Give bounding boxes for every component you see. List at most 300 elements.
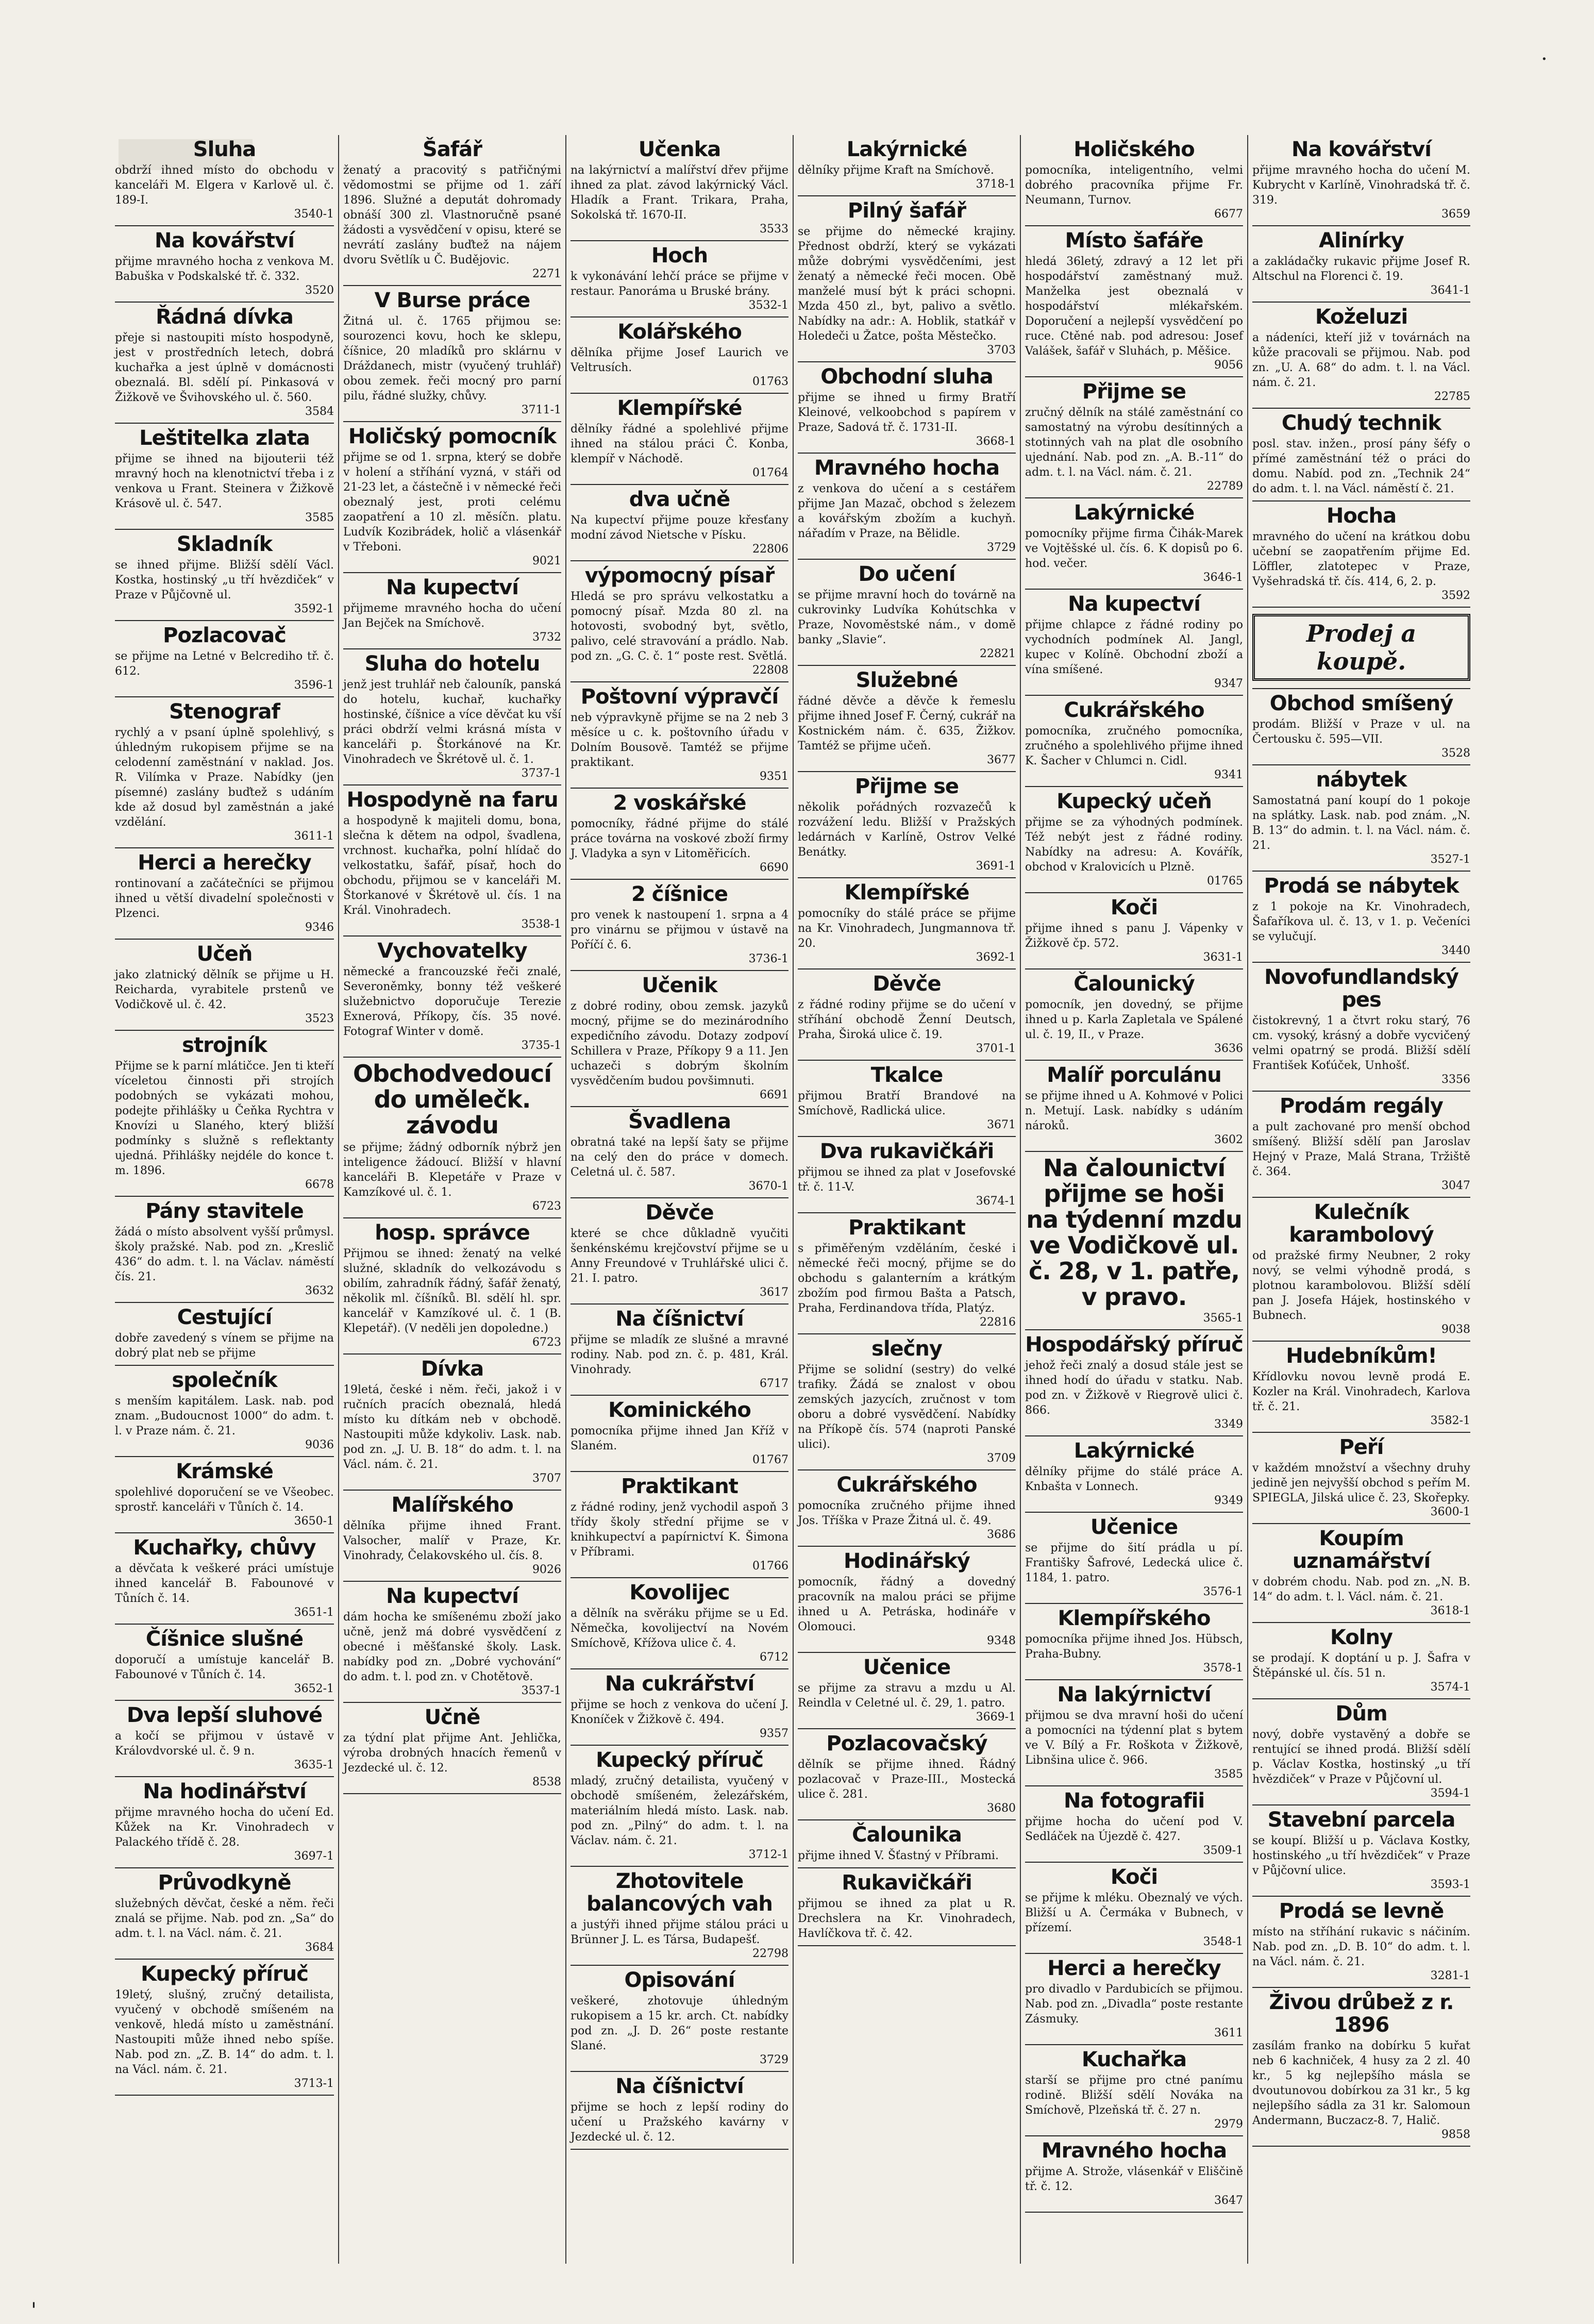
ad-heading: Koči bbox=[1110, 896, 1158, 919]
classified-ad bbox=[571, 135, 788, 241]
ad-number: 3671 bbox=[987, 1118, 1016, 1131]
classified-ad bbox=[1252, 1342, 1470, 1433]
ad-body: jako zlatnický dělník se přijme u H. Reicharda, vyrabitele prstenů ve Vodičkově ul. č. 42. bbox=[115, 968, 334, 1011]
ad-heading: Přijme se bbox=[854, 775, 959, 798]
ad-heading: Koči bbox=[1110, 1865, 1158, 1889]
ad-heading: Dům bbox=[1335, 1702, 1387, 1726]
classified-ad bbox=[1025, 1954, 1243, 2045]
ad-body: přijme se za výhodných podmínek. Též nebýt jest z řádné rodiny. Nabídky na adresu: A. Kovářík, obchod v Kralovicích u Plzně. bbox=[1025, 816, 1243, 874]
classified-ad bbox=[115, 1960, 334, 2096]
classified-ad bbox=[343, 785, 561, 937]
classified-ad bbox=[1252, 409, 1470, 501]
ad-number: 3674-1 bbox=[976, 1195, 1016, 1208]
classified-ad bbox=[115, 940, 334, 1031]
ad-heading: Do učení bbox=[858, 562, 955, 586]
ad-number: 3576-1 bbox=[1203, 1585, 1243, 1598]
ad-heading: Krámské bbox=[176, 1460, 273, 1483]
classified-ad bbox=[798, 1334, 1016, 1470]
ad-number: 9021 bbox=[532, 555, 561, 567]
ad-number: 9056 bbox=[1214, 359, 1243, 372]
ad-number: 3669-1 bbox=[976, 1711, 1016, 1724]
classified-ad bbox=[571, 789, 788, 880]
ad-number: 01763 bbox=[752, 375, 788, 388]
classified-ad bbox=[1025, 893, 1243, 969]
classified-ad bbox=[343, 1218, 561, 1355]
ad-heading: Obchodvedoucí do umělečk. závodu bbox=[353, 1060, 552, 1139]
ad-number: 3697-1 bbox=[294, 1850, 334, 1863]
classified-ad bbox=[571, 682, 788, 789]
ad-heading: Hospodářský příruč bbox=[1025, 1333, 1243, 1357]
ad-body: spolehlivé doporučení se ve Všeobec. sprostř. kanceláři v Tůních č. 14. bbox=[115, 1486, 334, 1514]
ad-heading: Na čalounictví přijme se hoši na týdenní mzdu ve Vodičkově ul. č. 28, v 1. patře, v pravo. bbox=[1026, 1154, 1242, 1311]
classified-ad bbox=[571, 485, 788, 561]
ad-body: přijmou se dva mravní hoši do učení a pomocníci na týdenní plat s bytem ve V. Bílý a Fr. Roškota v Žižkově, Libnšina ulice č. 966. bbox=[1025, 1709, 1243, 1767]
ad-body: pro divadlo v Pardubicích se přijmou. Nab. pod zn. „Divadla“ poste restante Zásmuky. bbox=[1025, 1983, 1243, 2026]
classified-ad bbox=[798, 560, 1016, 666]
classified-ad bbox=[571, 1107, 788, 1198]
ad-body: zasílám franko na dobírku 5 kuřat neb 6 kachniček, 4 husy za 2 zl. 40 kr., 5 kg nejlepšího másla se dvoutunovou dobírkou za 31 kr., 5 kg nejlepšího sádla za 31 kr. Salomoun Andermann, Buczacz-8. 7, Halič. bbox=[1252, 2039, 1470, 2127]
ad-number: 3548-1 bbox=[1203, 1935, 1243, 1948]
ad-number: 2979 bbox=[1214, 2118, 1243, 2131]
ad-heading: Kuchařka bbox=[1081, 2048, 1187, 2071]
ad-number: 3585 bbox=[1214, 1768, 1243, 1781]
classified-ad bbox=[115, 1366, 334, 1457]
ad-number: 3718-1 bbox=[976, 178, 1016, 191]
ad-body: pomocník, jen dovedný, se přijme ihned u p. Karla Zapletala ve Spálené ul. č. 19, II., v Praze. bbox=[1025, 998, 1243, 1041]
ad-body: pomocník, řádný a dovedný pracovník na malou práci se přijme ihned u A. Petráska, hodináře v Olomouci. bbox=[798, 1576, 1016, 1633]
classified-ad bbox=[343, 1491, 561, 1582]
ad-number: 2271 bbox=[532, 267, 561, 280]
ad-heading: Hoch bbox=[651, 244, 708, 267]
ad-number: 3677 bbox=[987, 754, 1016, 766]
ad-number: 3596-1 bbox=[294, 679, 334, 692]
ad-body: se prodají. K doptání u p. J. Šafra v Štěpánské ul. čís. 51 n. bbox=[1252, 1652, 1470, 1680]
ad-number: 3729 bbox=[987, 541, 1016, 554]
ad-heading: Herci a herečky bbox=[138, 851, 311, 875]
ad-heading: Na kupectví bbox=[1068, 592, 1200, 616]
classified-ad bbox=[343, 937, 561, 1058]
classified-ad bbox=[1252, 1198, 1470, 1342]
ad-body: obratná také na lepší šaty se přijme na celý den do práce v domech. Celetná ul. č. 587. bbox=[571, 1136, 788, 1179]
ad-body: pomocníky přijme firma Čihák-Marek ve Vojtěšské ul. čís. 6. K dopisů po 6. hod. večer. bbox=[1025, 527, 1243, 570]
classified-ad bbox=[571, 241, 788, 317]
classified-ad bbox=[343, 422, 561, 573]
ad-heading: Přijme se bbox=[1082, 380, 1186, 404]
ad-heading: Místo šafáře bbox=[1065, 229, 1203, 253]
ad-heading: Praktikant bbox=[848, 1216, 965, 1240]
ad-heading: Klempířského bbox=[1058, 1607, 1211, 1630]
classified-ad bbox=[1252, 872, 1470, 963]
ad-number: 3565-1 bbox=[1203, 1312, 1243, 1325]
ad-heading: Lakýrnické bbox=[1073, 1439, 1195, 1463]
ad-number: 3593-1 bbox=[1430, 1878, 1470, 1891]
ad-number: 9347 bbox=[1214, 677, 1243, 690]
classified-ad bbox=[343, 1703, 561, 1794]
ad-number: 3652-1 bbox=[294, 1682, 334, 1695]
ad-number: 3641-1 bbox=[1430, 284, 1470, 297]
ad-body: řádné děvče a děvče k řemeslu přijme ihned Josef F. Černý, cukrář na Kostnickém nám. č. 635, Žižkov. Tamtéž se přijme učeň. bbox=[798, 695, 1016, 753]
ad-heading: Koželuzi bbox=[1315, 305, 1408, 329]
classified-ad bbox=[798, 969, 1016, 1061]
ad-body: a děvčata k veškeré práci umístuje ihned kancelář B. Fabounové v Tůních č. 14. bbox=[115, 1562, 334, 1605]
ad-body: rychlý a v psaní úplně spolehlivý, s úhledným rukopisem přijme se na celodenní zaměstnání v naklad. Jos. R. Vilímka v Praze. Nabídky (jen písemné) zaslány buďtež s udáním kde až dosud byl zaměstnán a jaké vzdělání. bbox=[115, 726, 334, 829]
ad-heading: výpomocný písař bbox=[584, 564, 775, 588]
ad-body: se přijme na Letné v Belcrediho tř. č. 612. bbox=[115, 650, 334, 678]
ad-number: 22808 bbox=[752, 664, 788, 677]
ad-number: 3691-1 bbox=[976, 860, 1016, 873]
classified-columns bbox=[111, 135, 1476, 2264]
ad-body: se přijme do německé krajiny. Přednost obdrží, který se vykázati může dobrými vysvědčeními, jest ženatý a německé řeči mocen. Obě manželé musí být k práci schopni. Mzda 450 zl., byt, palivo a světlo. Nabídky na adr.: A. Hoblik, statkář v Holedeči u Žatce, pošta Městečko. bbox=[798, 225, 1016, 343]
ad-body: z řádné rodiny, jenž vychodil aspoň 3 třídy školy střední přijme se v knihkupectví a papírnictví K. Šimona v Příbrami. bbox=[571, 1501, 788, 1559]
classified-ad bbox=[1252, 1433, 1470, 1524]
ad-heading: Poštovní výpravčí bbox=[580, 685, 779, 709]
ad-heading: Koupím uznamářství bbox=[1292, 1527, 1431, 1573]
classified-ad bbox=[571, 561, 788, 682]
classified-ad bbox=[115, 848, 334, 940]
ad-heading: Učenik bbox=[642, 974, 717, 997]
ad-number: 9026 bbox=[532, 1563, 561, 1576]
margin-mark: ' bbox=[31, 2299, 37, 2322]
ad-heading: Kupecký učeň bbox=[1056, 790, 1212, 813]
ad-heading: 2 voskářské bbox=[613, 791, 746, 815]
classified-ad bbox=[1025, 696, 1243, 787]
ad-heading: Čalounika bbox=[852, 1823, 962, 1847]
ad-number: 3701-1 bbox=[976, 1042, 1016, 1055]
ad-heading: Obchodní sluha bbox=[820, 365, 993, 389]
ad-body: a zakládačky rukavic přijme Josef R. Altschul na Florenci č. 19. bbox=[1252, 255, 1470, 283]
ad-heading: Kulečník karambolový bbox=[1289, 1200, 1434, 1247]
ad-number: 3711-1 bbox=[521, 404, 561, 416]
ad-body: žádá o místo absolvent vyšší průmysl. školy pražské. Nab. pod zn. „Kreslič 436“ do adm. t. l. na Václav. náměstí čís. 21. bbox=[115, 1226, 334, 1283]
ad-body: pomocníka zručného přijme ihned Jos. Tříška v Praze Žitná ul. č. 49. bbox=[798, 1499, 1016, 1527]
ad-number: 9346 bbox=[305, 921, 334, 934]
ad-heading: Dva lepší sluhové bbox=[126, 1703, 323, 1727]
ad-body: přijme A. Strože, vlásenkář v Eliščině tř. č. 12. bbox=[1025, 2165, 1243, 2193]
classified-ad bbox=[1025, 2045, 1243, 2136]
ad-body: se přijme k mléku. Obeznalý ve vých. Bližší u A. Čermáka v Bubnech, v přízemí. bbox=[1025, 1892, 1243, 1934]
ad-heading: Pány stavitele bbox=[145, 1199, 304, 1223]
ad-number: 3636 bbox=[1214, 1042, 1243, 1055]
ad-body: dělníky přijme Kraft na Smíchově. bbox=[798, 164, 994, 177]
ad-body: dělník se přijme ihned. Řádný pozlacovač v Praze-III., Mostecká ulice č. 281. bbox=[798, 1758, 1016, 1801]
classified-ad bbox=[1252, 135, 1470, 226]
classified-ad bbox=[115, 303, 334, 424]
ad-heading: Dva rukavičkáři bbox=[819, 1140, 994, 1163]
classified-ad bbox=[115, 1303, 334, 1366]
ad-number: 6723 bbox=[532, 1336, 561, 1349]
classified-ad bbox=[571, 880, 788, 971]
classified-ad bbox=[115, 1868, 334, 1960]
classified-ad bbox=[798, 1213, 1016, 1334]
ad-number: 6690 bbox=[760, 861, 788, 874]
ad-number: 3635-1 bbox=[294, 1759, 334, 1771]
ad-body: 19letá, české i něm. řeči, jakož i v ručních pracích obeznalá, hledá místo ku dítkám neb v obchodě. Nastoupiti může kdykoliv. Lask. nab. pod zn. „J. U. B. 18“ do adm. t. l. na Václ. nám. č. 21. bbox=[343, 1383, 561, 1471]
ad-number: 3670-1 bbox=[748, 1180, 788, 1193]
classified-ad bbox=[115, 226, 334, 303]
ad-number: 3686 bbox=[987, 1528, 1016, 1541]
classified-ad bbox=[115, 1701, 334, 1777]
ad-heading: Prodá se levně bbox=[1279, 1899, 1444, 1923]
ad-number: 3520 bbox=[305, 284, 334, 297]
ad-number: 3440 bbox=[1441, 944, 1470, 957]
ad-number: 3712-1 bbox=[748, 1848, 788, 1861]
classified-ad bbox=[571, 394, 788, 485]
classified-ad bbox=[1252, 608, 1470, 689]
ad-body: přijmou se ihned za plat u R. Drechslera na Kr. Vinohradech, Havlíčkova tř. č. 42. bbox=[798, 1897, 1016, 1940]
classified-ad bbox=[343, 573, 561, 649]
ad-body: s přiměřeným vzděláním, české i německé řeči mocný, přijme se do obchodu s galanterním a krátkým zbožím pod firmou Bašta a Patsch, Praha, Ferdinandova třída, Platýz. bbox=[798, 1242, 1016, 1315]
classified-ad bbox=[798, 878, 1016, 969]
ad-heading: Sluha bbox=[193, 138, 256, 161]
ad-heading: Lakýrnické bbox=[1073, 501, 1195, 525]
ad-number: 3532-1 bbox=[748, 299, 788, 312]
classified-ad bbox=[571, 1578, 788, 1669]
ad-body: a kočí se přijmou v ústavě v Královdvorské ul. č. 9 n. bbox=[115, 1730, 334, 1758]
ad-number: 3668-1 bbox=[976, 435, 1016, 448]
classified-ad bbox=[1025, 226, 1243, 377]
ad-number: 3594-1 bbox=[1430, 1787, 1470, 1800]
ad-body: 19letý, slušný, zručný detailista, vyučený v obchodě smíšeném na venkově, hledá místo u zaměstnání. Nastoupiti může ihned nebo spíše. Nab. pod zn. „Z. B. 14“ do adm. t. l. na Václ. nám. č. 21. bbox=[115, 1988, 334, 2076]
ad-number: 8538 bbox=[532, 1776, 561, 1788]
ad-body: se přijme; žádný odborník nýbrž jen inteligence žádoucí. Bližší v hlavní kanceláři B. Klepetáře v Praze v Kamzíkové ul. č. 1. bbox=[343, 1141, 561, 1199]
classified-ad bbox=[798, 1061, 1016, 1137]
ad-number: 3527-1 bbox=[1430, 853, 1470, 866]
classified-ad bbox=[571, 1472, 788, 1578]
ad-body: a pult zachované pro menší obchod smíšený. Bližší sdělí pan Jaroslav Hejný v Praze, Malá Strana, Tržiště č. 364. bbox=[1252, 1121, 1470, 1178]
ad-body: dělníka přijme Josef Laurich ve Veltrusích. bbox=[571, 346, 788, 374]
ad-heading: Stenograf bbox=[169, 700, 280, 724]
ad-body: které se chce důkladně vyučiti šenkénskému krejčovství přijme se u Anny Freundové v Truhlářské ulici č. 21. I. patro. bbox=[571, 1227, 788, 1285]
ad-body: dělníka přijme ihned Frant. Valsocher, malíř v Praze, Kr. Vinohrady, Čelakovského ul. čís. 8. bbox=[343, 1519, 561, 1562]
ad-number: 3732 bbox=[532, 631, 561, 644]
classified-ad bbox=[798, 1820, 1016, 1868]
ad-number: 3684 bbox=[305, 1941, 334, 1954]
classified-ad bbox=[798, 362, 1016, 454]
ad-number: 6691 bbox=[760, 1089, 788, 1101]
ad-heading: Vychovatelky bbox=[377, 939, 527, 963]
ad-body: Samostatná paní koupí do 1 pokoje na splátky. Lask. nab. pod znám. „N. B. 13“ do admin. t. l. na Václ. nám. č. 21. bbox=[1252, 794, 1470, 852]
classified-ad bbox=[115, 1457, 334, 1533]
ad-heading: Tkalce bbox=[870, 1063, 943, 1087]
classified-ad bbox=[115, 1031, 334, 1197]
ad-body: přijme mravného hocha do učení Ed. Kůžek na Kr. Vinohradech v Palackého třídě č. 28. bbox=[115, 1806, 334, 1849]
ad-body: z venkova do učení a s cestářem přijme Jan Mazač, obchod s železem a kovářským zbožím a kuchyň. nářadím v Praze, na Bělidle. bbox=[798, 482, 1016, 540]
column-1 bbox=[111, 135, 338, 2264]
ad-body: od pražské firmy Neubner, 2 roky nový, se velmi výhodně prodá, s plotnou karambolovou. Bližší sdělí pan J. Josefa Hájek, hostinského v Bubnech. bbox=[1252, 1249, 1470, 1322]
classified-ad bbox=[1252, 963, 1470, 1092]
ad-body: hledá 36letý, zdravý a 12 let při hospodářství zaměstnaný muž. Manželka jest obeznalá v hospodářství mlékařském. Doporučení a nejlepší vysvědčení po ruce. Ctěné nab. pod adresou: Josef Valášek, šafář v Sluhách, p. Měšice. bbox=[1025, 255, 1243, 358]
ad-heading: Holičský pomocník bbox=[348, 425, 557, 448]
ad-heading: Průvodkyně bbox=[158, 1871, 291, 1895]
classified-ad bbox=[115, 1777, 334, 1868]
classified-ad bbox=[1025, 1330, 1243, 1436]
ad-heading: Kovolijec bbox=[629, 1581, 730, 1604]
ad-number: 3651-1 bbox=[294, 1606, 334, 1619]
ad-heading: Kolářského bbox=[617, 320, 742, 344]
ad-heading: Herci a herečky bbox=[1047, 1957, 1221, 1980]
ad-number: 3281-1 bbox=[1430, 1969, 1470, 1982]
ad-heading: Kupecký příruč bbox=[596, 1748, 763, 1772]
classified-ad bbox=[115, 1533, 334, 1625]
ad-body: doporučí a umístuje kancelář B. Fabounové v Tůních č. 14. bbox=[115, 1653, 334, 1681]
ad-number: 3680 bbox=[987, 1802, 1016, 1815]
classified-ad bbox=[115, 424, 334, 530]
ad-heading: Na číšnictví bbox=[615, 1307, 744, 1331]
classified-ad bbox=[798, 1470, 1016, 1547]
ad-body: a hospodyně k majiteli domu, bona, slečna k dětem na odpol, švadlena, vrchnost. kuchařka, polní hlídač do velkostatku, šafář, písař, hoch do obchodu, přijmou se v kanceláři M. Štorkanové v Škrétově ul. čís. 1 na Král. Vinohradech. bbox=[343, 814, 561, 917]
classified-ad bbox=[1025, 1680, 1243, 1786]
ad-number: 3737-1 bbox=[521, 767, 561, 780]
classified-ad bbox=[1252, 689, 1470, 765]
ad-body: a justýři ihned přijme stálou práci u Brünner J. L. es Társa, Budapešť. bbox=[571, 1918, 788, 1946]
classified-ad bbox=[571, 1746, 788, 1867]
ad-body: mravného do učení na krátkou dobu učební se zaopatřením přijme Ed. Löffler, zlatotepec v Praze, Vyšehradská tř. čís. 414, 6, 2. p. bbox=[1252, 530, 1470, 588]
classified-ad bbox=[1025, 787, 1243, 893]
ad-heading: V Burse práce bbox=[374, 289, 530, 312]
classified-ad bbox=[115, 621, 334, 697]
ad-heading: Praktikant bbox=[621, 1475, 738, 1498]
ad-body: služebných děvčat, české a něm. řeči znalá se přijme. Nab. pod zn. „Sa“ do adm. t. l. na Václ. nám. č. 21. bbox=[115, 1897, 334, 1940]
ad-number: 22789 bbox=[1207, 480, 1243, 493]
ad-number: 3659 bbox=[1441, 208, 1470, 221]
ad-number: 6678 bbox=[305, 1178, 334, 1191]
ad-body: přeje si nastoupiti místo hospodyně, jest v prostředních letech, dobrá kuchařka a jest úplně v domácnosti obeznalá. Bl. sdělí pí. Pinkasová v Žižkově ve Švihovského ul. č. 560. bbox=[115, 331, 334, 404]
ad-number: 01764 bbox=[752, 466, 788, 479]
ad-body: přijme se mladík ze slušné a mravné rodiny. Nab. pod zn. č. p. 481, Král. Vinohrady. bbox=[571, 1333, 788, 1376]
column-4 bbox=[793, 135, 1020, 2264]
ad-body: místo na stříhání rukavic s náčiním. Nab. pod zn. „D. B. 10“ do adm. t. l. na Václ. nám. č. 21. bbox=[1252, 1926, 1470, 1968]
ad-number: 3650-1 bbox=[294, 1515, 334, 1528]
ad-body: Žitná ul. č. 1765 přijmou se: sourozenci kovu, hoch ke sklepu, číšnice, 20 mladíků pro sklárnu v Dráždanech, mistr (vyučený truhlář) obou zemek. řeči mocný pro parní pilu, řádné služky, chůvy. bbox=[343, 315, 561, 403]
ad-heading: Stavební parcela bbox=[1267, 1808, 1455, 1832]
ad-heading: Šafář bbox=[423, 138, 482, 161]
section-heading-box bbox=[1252, 614, 1470, 681]
ad-body: jenž jest truhlář neb čalouník, panská do hotelu, kuchař, kuchařky hostinské, číšnice a více děvčat ku vší práci obdrží velmi krásná místa v kanceláři p. Štorkánové na Kr. Vinohradech ve Škrétově ul. č. 1. bbox=[343, 678, 561, 766]
classified-ad bbox=[798, 135, 1016, 196]
ad-number: 3703 bbox=[987, 344, 1016, 357]
ad-heading: Služebné bbox=[855, 668, 958, 692]
classified-ad bbox=[115, 1625, 334, 1701]
ad-number: 9038 bbox=[1441, 1323, 1470, 1336]
ad-heading: Opisování bbox=[624, 1968, 735, 1992]
ad-number: 6712 bbox=[760, 1651, 788, 1664]
ad-body: veškeré, zhotovuje úhledným rukopisem a 15 kr. arch. Ct. nabídky pod zn. „J. D. 26“ poste restante Slané. bbox=[571, 1995, 788, 2052]
ad-body: přijme se od 1. srpna, který se dobře v holení a stříhání vyzná, v stáři od 21-23 let, a částečně i v německé řeči obeznalý jest, proti celému zaopatření a 10 zl. měsíčn. platu. Ludvík Kozibrádek, holič a vlásenkář v Třeboni. bbox=[343, 451, 561, 554]
ad-heading: Na fotografii bbox=[1063, 1789, 1205, 1813]
classified-ad bbox=[798, 1868, 1016, 1946]
ad-number: 3602 bbox=[1214, 1133, 1243, 1146]
column-5 bbox=[1020, 135, 1247, 2264]
ad-heading: Dívka bbox=[421, 1357, 484, 1381]
ad-heading: Kominického bbox=[608, 1398, 751, 1422]
ad-body: zručný dělník na stálé zaměstnání co samostatný na výrobu desítinných a stotinných vah na plat dle osobního ujednání. Nab. pod zn. „A. B.-11“ do adm. t. l. na Václ. nám. č. 21. bbox=[1025, 406, 1243, 479]
ad-heading: Čalounický bbox=[1073, 972, 1195, 996]
ad-number: 3647 bbox=[1214, 2194, 1243, 2207]
ad-number: 22785 bbox=[1434, 390, 1470, 403]
classified-ad bbox=[571, 1396, 788, 1472]
ad-number: 3600-1 bbox=[1430, 1506, 1470, 1518]
ad-body: z dobré rodiny, obou zemsk. jazyků mocný, přijme se do mezinárodního expedičního závodu. Dotazy zodpoví Schillera v Praze, Příkopy 9 a 11. Jen uchazeči s dobrým školním vysvědčením budou povšimnuti. bbox=[571, 1000, 788, 1088]
ad-number: 22816 bbox=[980, 1316, 1016, 1329]
ad-number: 3533 bbox=[760, 223, 788, 236]
ad-heading: Hospodyně na faru bbox=[346, 788, 558, 812]
ad-heading: Peří bbox=[1339, 1435, 1384, 1459]
classified-ad bbox=[1252, 501, 1470, 608]
ad-body: pomocníka, inteligentního, velmi dobrého pracovníka přijme Fr. Neumann, Turnov. bbox=[1025, 164, 1243, 207]
classified-ad bbox=[115, 697, 334, 848]
ad-heading: Chudý technik bbox=[1281, 411, 1441, 435]
classified-ad bbox=[343, 286, 561, 422]
ad-heading: Hudebníkům! bbox=[1286, 1344, 1437, 1368]
ad-number: 3574-1 bbox=[1430, 1681, 1470, 1694]
classified-ad bbox=[571, 1966, 788, 2072]
classified-ad bbox=[571, 1198, 788, 1305]
ad-body: dělníky přijme do stálé práce A. Knbašta v Lonnech. bbox=[1025, 1465, 1243, 1493]
ad-heading: Lakýrnické bbox=[846, 138, 967, 161]
ad-heading: Skladník bbox=[176, 532, 273, 556]
ad-heading: Prodá se nábytek bbox=[1264, 874, 1459, 898]
ad-number: 3631-1 bbox=[1203, 951, 1243, 964]
ad-number: 3713-1 bbox=[294, 2077, 334, 2090]
ad-heading: Řádná dívka bbox=[156, 305, 293, 329]
ad-number: 3736-1 bbox=[748, 952, 788, 965]
classified-ad bbox=[1252, 226, 1470, 303]
ad-number: 3632 bbox=[305, 1284, 334, 1297]
ad-heading: Rukavičkáři bbox=[842, 1871, 972, 1895]
ad-number: 3709 bbox=[987, 1452, 1016, 1465]
ad-body: se přijme mravní hoch do továrně na cukrovinky Ludvíka Kohútschka v Praze, Novoměstské nám., v domě banky „Slavie“. bbox=[798, 589, 1016, 646]
ad-heading: dva učně bbox=[629, 488, 730, 511]
ad-body: pomocníka, zručného pomocníka, zručného a spolehlivého přijme ihned K. Šacher v Chlumci n. Cidl. bbox=[1025, 725, 1243, 767]
ad-number: 3592-1 bbox=[294, 603, 334, 615]
ad-heading: slečny bbox=[871, 1337, 942, 1361]
ad-heading: Děvče bbox=[872, 972, 941, 996]
ad-heading: Živou drůbež z r. 1896 bbox=[1269, 1991, 1454, 2037]
column-2 bbox=[338, 135, 565, 2264]
ad-body: přijme se ihned u firmy Bratří Kleinové, velkoobchod s papírem v Praze, Sadová tř. č. 1731-II. bbox=[798, 391, 1016, 434]
ad-body: Na kupectví přijme pouze křesťany modní závod Nietsche v Písku. bbox=[571, 514, 788, 542]
classified-ad bbox=[798, 196, 1016, 362]
ad-body: jehož řeči znalý a dosud stále jest se ihned hodí do úřadu v statku. Nab. pod zn. v Žižkově v Riegrově ulici č. 866. bbox=[1025, 1359, 1243, 1417]
margin-mark: . bbox=[1541, 41, 1548, 65]
ad-body: přijme se ihned na bijouterii též mravný hoch na klenotnictví třeba i z venkova u Frant. Steinera v Žižkově Krásově ul. č. 547. bbox=[115, 453, 334, 510]
ad-heading: Pozlacovačský bbox=[826, 1732, 987, 1755]
ad-number: 01765 bbox=[1207, 875, 1243, 888]
ad-body: německé a francouzské řeči znalé, Severoněmky, bonny též veškeré služebnictvo doporučuje Terezie Exnerová, Příkopy, čís. 35 nové. Fotograf Winter v domě. bbox=[343, 965, 561, 1038]
classified-ad bbox=[115, 1197, 334, 1303]
ad-number: 01766 bbox=[752, 1560, 788, 1573]
ad-number: 6717 bbox=[760, 1377, 788, 1390]
section-heading: Prodej a koupě. bbox=[1306, 620, 1417, 675]
ad-body: neb výpravkyně přijme se na 2 neb 3 měsíce u c. k. poštovního úřadu v Dolním Bousově. Tamtéž se přijme praktikant. bbox=[571, 711, 788, 769]
ad-number: 9348 bbox=[987, 1634, 1016, 1647]
classified-ad bbox=[798, 1547, 1016, 1653]
ad-number: 3646-1 bbox=[1203, 571, 1243, 584]
ad-heading: Leštitelka zlata bbox=[139, 426, 310, 450]
ad-heading: Prodám regály bbox=[1279, 1094, 1444, 1118]
column-6 bbox=[1247, 135, 1474, 2264]
ad-heading: nábytek bbox=[1316, 768, 1407, 792]
ad-body: přijmou se ihned za plat v Josefovské tř. č. 11-V. bbox=[798, 1166, 1016, 1194]
classified-ad bbox=[1025, 1863, 1243, 1954]
ad-number: 6723 bbox=[532, 1200, 561, 1213]
classified-ad bbox=[798, 454, 1016, 560]
ad-number: 3584 bbox=[305, 405, 334, 418]
classified-ad bbox=[798, 772, 1016, 878]
ad-heading: Na kupectví bbox=[386, 576, 518, 599]
ad-heading: Malířského bbox=[391, 1493, 513, 1517]
ad-number: 3585 bbox=[305, 511, 334, 524]
